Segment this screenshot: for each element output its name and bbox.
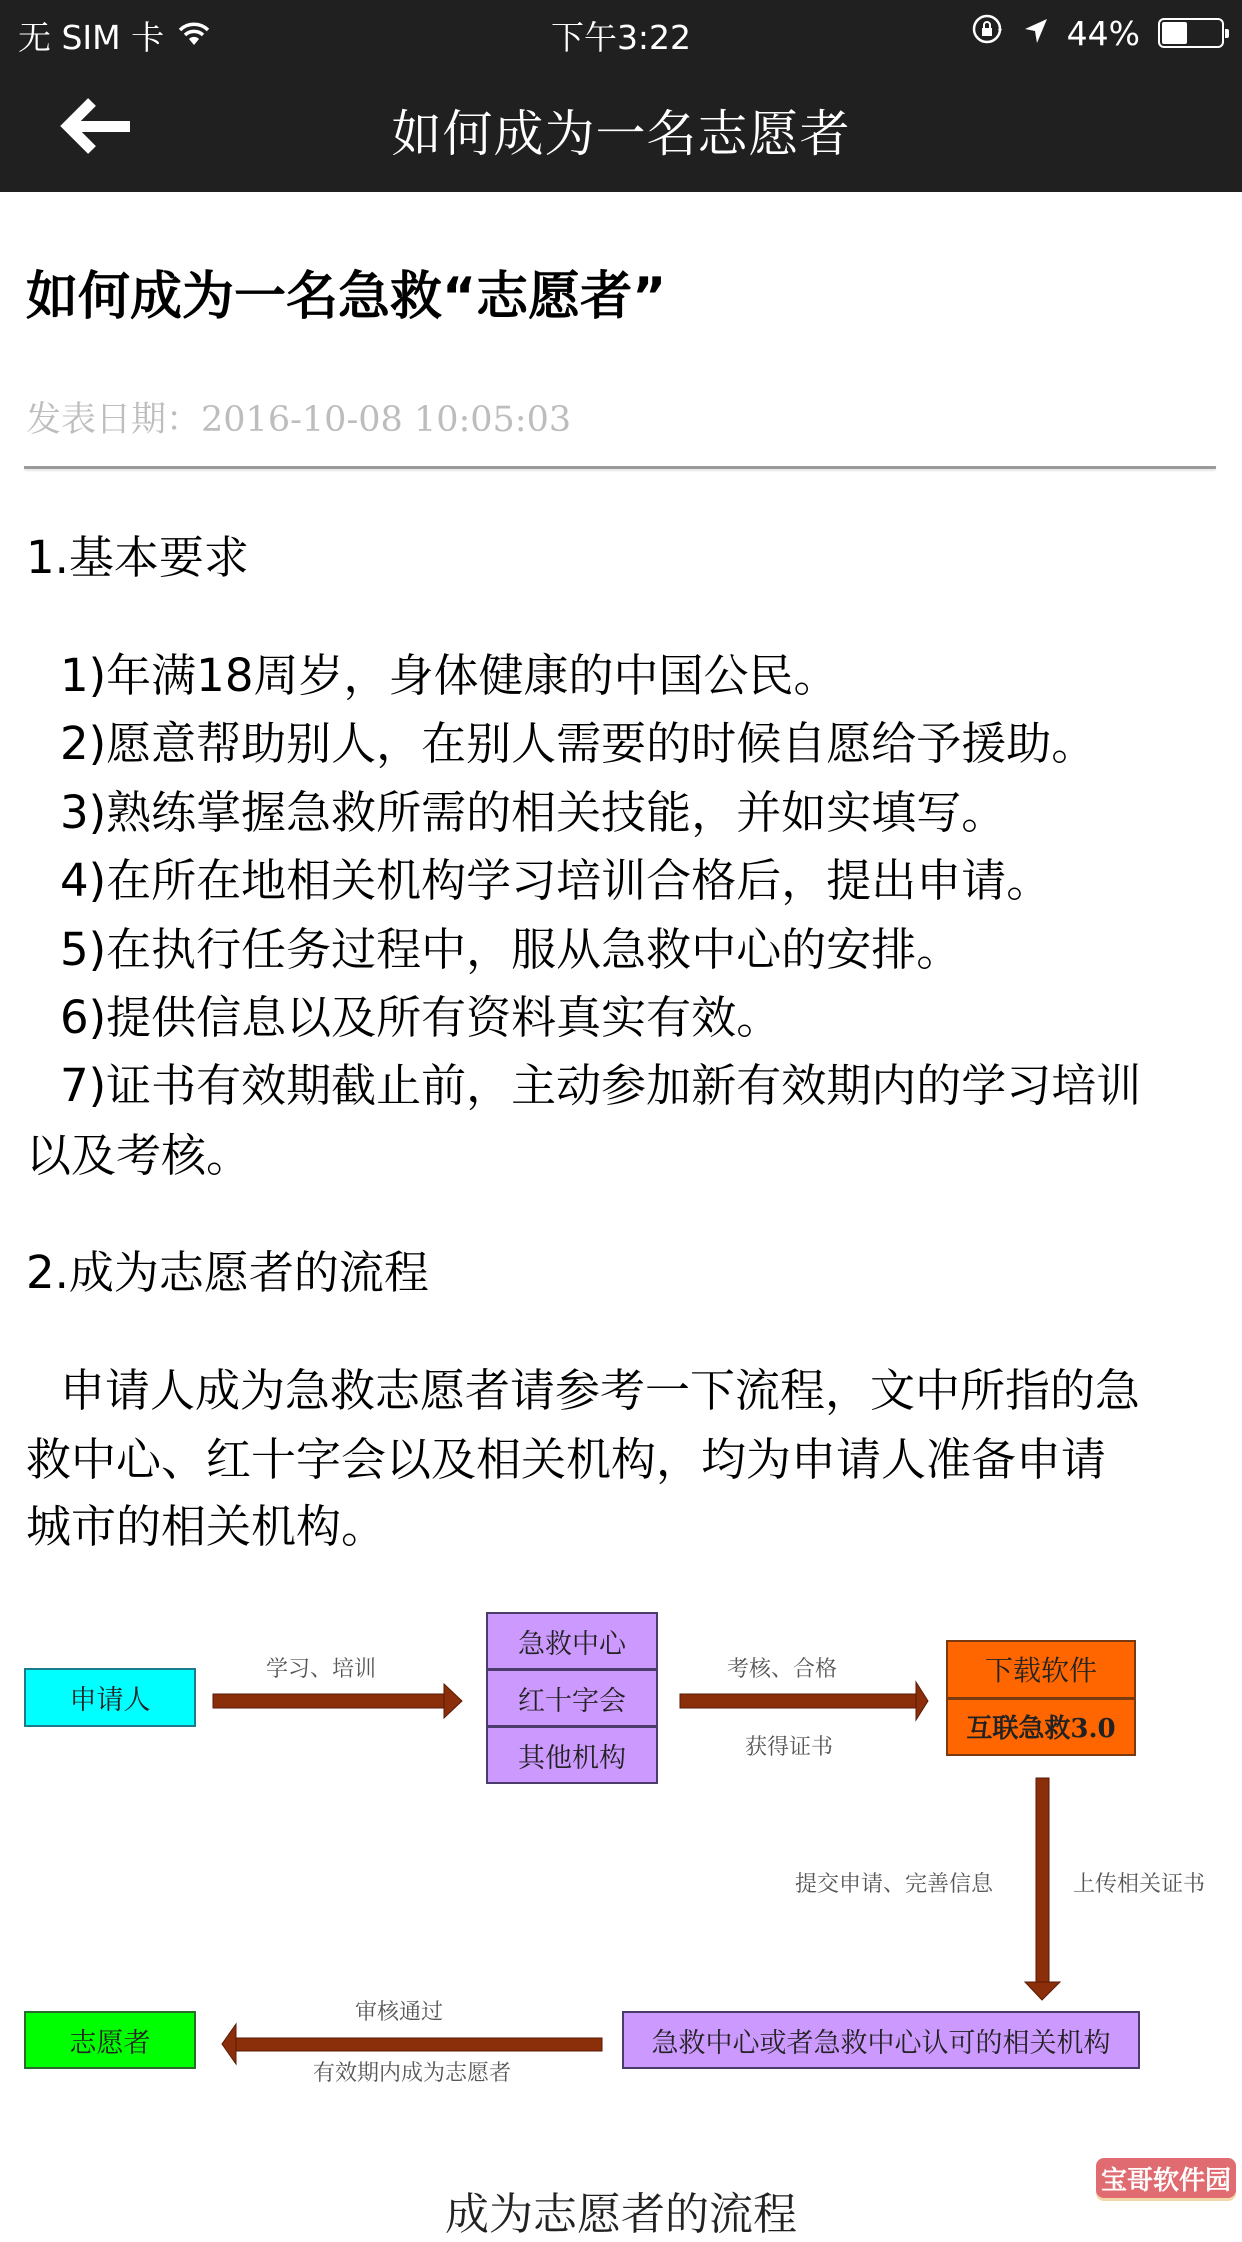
requirement-item: 6)提供信息以及所有资料真实有效。: [60, 991, 782, 1044]
edge-label: 审核通过: [355, 2000, 444, 2025]
arrow-right-icon: [680, 1682, 928, 1720]
node-app-item: 下载软件: [984, 1654, 1097, 1688]
requirement-item: 1)年满18周岁，身体健康的中国公民。: [60, 649, 839, 702]
top-bar: [0, 0, 1242, 192]
carrier-label: 无 SIM 卡: [18, 18, 165, 57]
nav-title: 如何成为一名志愿者: [391, 105, 851, 163]
article-title: 如何成为一名急救“志愿者”: [26, 267, 667, 327]
requirement-item: 3)熟练掌握急救所需的相关技能，并如实填写。: [60, 786, 1007, 839]
clock: 下午3:22: [550, 18, 692, 57]
section-heading-process: 2.成为志愿者的流程: [26, 1246, 429, 1299]
requirement-item: 4)在所在地相关机构学习培训合格后，提出申请。: [60, 854, 1052, 907]
divider: [24, 466, 1216, 469]
battery-icon: [1158, 18, 1224, 48]
node-org-item: 红十字会: [488, 1668, 656, 1725]
battery-percent: 44%: [1066, 13, 1140, 53]
edge-label: 学习、培训: [266, 1657, 377, 1682]
requirement-item: 7)证书有效期截止前，主动参加新有效期内的学习培训: [60, 1059, 1142, 1112]
edge-label: 考核、合格: [727, 1657, 838, 1682]
edge-label: 上传相关证书: [1073, 1872, 1206, 1897]
diagram-caption: 成为志愿者的流程: [445, 2189, 797, 2240]
node-review-organization: 急救中心或者急救中心认可的相关机构: [622, 2011, 1140, 2069]
watermark: 宝哥软件园: [1096, 2158, 1236, 2198]
publish-date-label: 发表日期：: [26, 400, 202, 440]
edge-label: 提交申请、完善信息: [795, 1872, 994, 1897]
arrow-down-icon: [1025, 1778, 1060, 2000]
edge-label: 获得证书: [745, 1735, 834, 1760]
flow-diagram: [0, 1590, 1242, 2110]
paragraph-line: 救中心、红十字会以及相关机构，均为申请人准备申请: [26, 1433, 1107, 1486]
location-icon: [1023, 14, 1049, 53]
arrow-right-icon: [213, 1684, 462, 1718]
navigation-bar: [0, 62, 1242, 192]
node-download-app: [946, 1640, 1136, 1756]
status-bar: [0, 0, 1242, 62]
paragraph-line: 城市的相关机构。: [26, 1500, 387, 1553]
requirement-item: 5)在执行任务过程中，服从急救中心的安排。: [60, 923, 962, 976]
node-org-item: 急救中心: [518, 1628, 626, 1660]
node-applicant: 申请人: [24, 1668, 196, 1727]
publish-date-value: 2016-10-08 10:05:03: [201, 400, 572, 440]
node-org-item: 其他机构: [488, 1725, 656, 1782]
requirement-item: 2)愿意帮助别人，在别人需要的时候自愿给予援助。: [60, 717, 1097, 770]
edge-label: 有效期内成为志愿者: [313, 2061, 512, 2086]
requirement-item-continued: 以及考核。: [26, 1129, 252, 1182]
node-volunteer: 志愿者: [24, 2011, 196, 2069]
publish-date: [26, 392, 571, 442]
rotation-lock-icon: [971, 12, 1005, 54]
section-heading-requirements: 1.基本要求: [26, 531, 249, 584]
node-app-item: 互联急救3.0: [948, 1697, 1134, 1755]
node-organizations: [486, 1612, 658, 1784]
paragraph-line: 申请人成为急救志愿者请参考一下流程，文中所指的急: [60, 1364, 1141, 1417]
